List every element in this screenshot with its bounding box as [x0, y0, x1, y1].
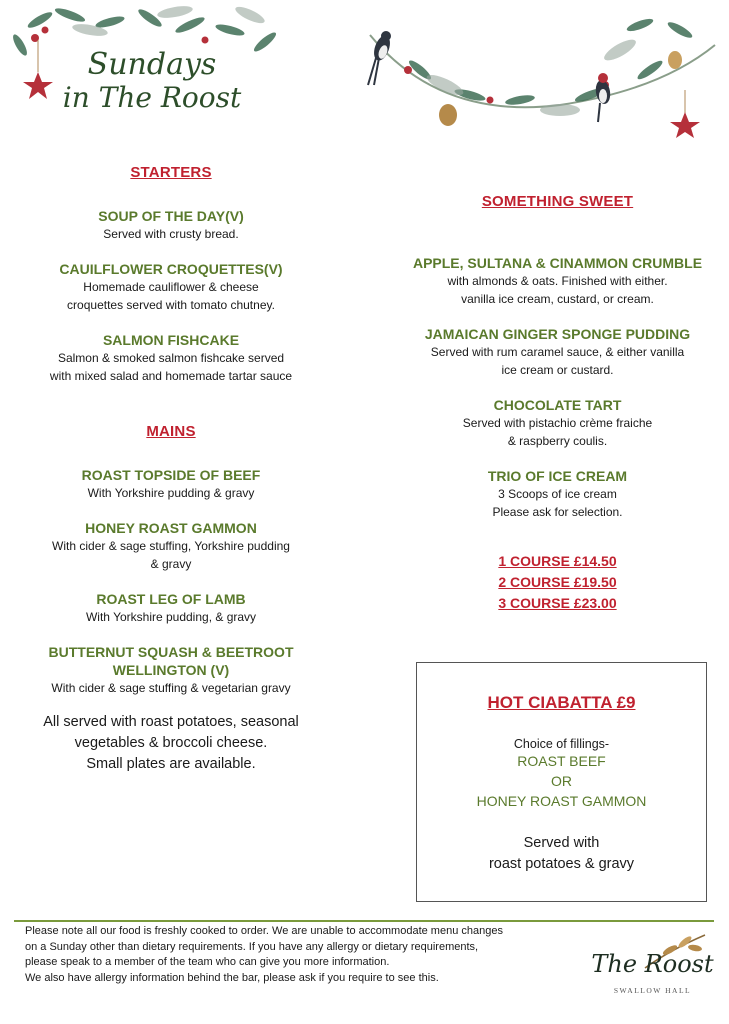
- item-desc: Served with rum caramel sauce, & either vanilla ice cream or custard.: [430, 345, 685, 377]
- ciabatta-served: Served with roast potatoes & gravy: [488, 835, 635, 872]
- item-name: HONEY ROAST GAMMON: [85, 520, 257, 536]
- item-name: APPLE, SULTANA & CINAMMON CRUMBLE: [412, 255, 703, 271]
- menu-item: [400, 325, 715, 379]
- sweet-heading: SOMETHING SWEET: [481, 193, 634, 210]
- footer-line: on a Sunday other than dietary requirements. If you have any allergy or dietary requirements,: [25, 940, 479, 953]
- item-desc: Homemade cauliflower & cheese croquettes served with tomato chutney.: [67, 280, 275, 312]
- ciabatta-box: [416, 662, 707, 902]
- item-desc: Salmon & smoked salmon fishcake served with mixed salad and homemade tartar sauce: [49, 351, 293, 383]
- footer-note: [25, 924, 575, 986]
- page-title: [52, 48, 252, 114]
- footer-line: We also have allergy information behind the bar, please ask if you require to see this.: [25, 971, 439, 984]
- menu-item: [400, 467, 715, 521]
- mains-heading: MAINS: [146, 423, 196, 440]
- menu-item: [20, 207, 322, 243]
- footer-line: please speak to a member of the team who can give you more information.: [25, 956, 390, 968]
- item-desc: Served with pistachio crème fraiche & raspberry coulis.: [462, 416, 653, 448]
- menu-item: [20, 643, 322, 697]
- ciabatta-option: ROAST BEEF: [517, 753, 606, 769]
- menu-item: [20, 260, 322, 314]
- item-name: ROAST LEG OF LAMB: [96, 591, 246, 607]
- ciabatta-subtitle: Choice of fillings-: [513, 737, 610, 751]
- item-desc: 3 Scoops of ice cream Please ask for selection.: [492, 487, 623, 519]
- starters-heading: STARTERS: [130, 164, 212, 181]
- star-icon: [670, 112, 700, 138]
- logo-text: The Roost: [591, 950, 714, 978]
- menu-item: [20, 590, 322, 626]
- item-desc: With Yorkshire pudding & gravy: [87, 486, 255, 500]
- item-name: SOUP OF THE DAY(V): [98, 208, 244, 224]
- title-line-2: in The Roost: [62, 81, 242, 114]
- item-name: ROAST TOPSIDE OF BEEF: [81, 467, 261, 483]
- menu-item: [400, 396, 715, 450]
- ciabatta-option: HONEY ROAST GAMMON: [476, 793, 647, 809]
- star-icon: [23, 72, 53, 99]
- ciabatta-title: HOT CIABATTA £9: [487, 693, 636, 712]
- ciabatta-option: OR: [551, 773, 572, 789]
- price-1-course: 1 COURSE £14.50: [498, 553, 617, 569]
- price-2-course: 2 COURSE £19.50: [498, 574, 617, 590]
- item-name: TRIO OF ICE CREAM: [487, 468, 628, 484]
- menu-item: [20, 466, 322, 502]
- item-name: BUTTERNUT SQUASH & BEETROOT WELLINGTON (V): [48, 644, 294, 678]
- title-line-1: Sundays: [87, 47, 217, 82]
- menu-item: [20, 331, 322, 385]
- menu-item: [20, 519, 322, 573]
- price-3-course: 3 COURSE £23.00: [498, 595, 617, 611]
- item-name: SALMON FISHCAKE: [102, 332, 240, 348]
- menu-item: [400, 254, 715, 308]
- right-column: [400, 193, 715, 614]
- item-desc: With cider & sage stuffing, Yorkshire pudding & gravy: [52, 539, 290, 571]
- footer-divider: [14, 920, 714, 922]
- item-name: CHOCOLATE TART: [493, 397, 622, 413]
- mains-note: All served with roast potatoes, seasonal vegetables & broccoli cheese. Small plates are available.: [43, 714, 299, 772]
- swallow-bird-left: [368, 31, 393, 85]
- item-desc: With Yorkshire pudding, & gravy: [85, 610, 257, 624]
- logo-subtitle: SWALLOW HALL: [613, 986, 692, 995]
- item-name: CAUILFLOWER CROQUETTES(V): [59, 261, 283, 277]
- item-desc: With cider & sage stuffing & vegetarian gravy: [51, 681, 291, 695]
- item-name: JAMAICAN GINGER SPONGE PUDDING: [424, 326, 691, 342]
- footer-line: Please note all our food is freshly cooked to order. We are unable to accommodate menu changes: [25, 925, 503, 937]
- left-column: [20, 164, 322, 775]
- garland-right-decoration: [360, 0, 729, 145]
- item-desc: with almonds & oats. Finished with either. vanilla ice cream, custard, or cream.: [447, 274, 668, 306]
- course-prices: [400, 551, 715, 614]
- roost-logo: [585, 930, 720, 1010]
- item-desc: Served with crusty bread.: [103, 227, 239, 241]
